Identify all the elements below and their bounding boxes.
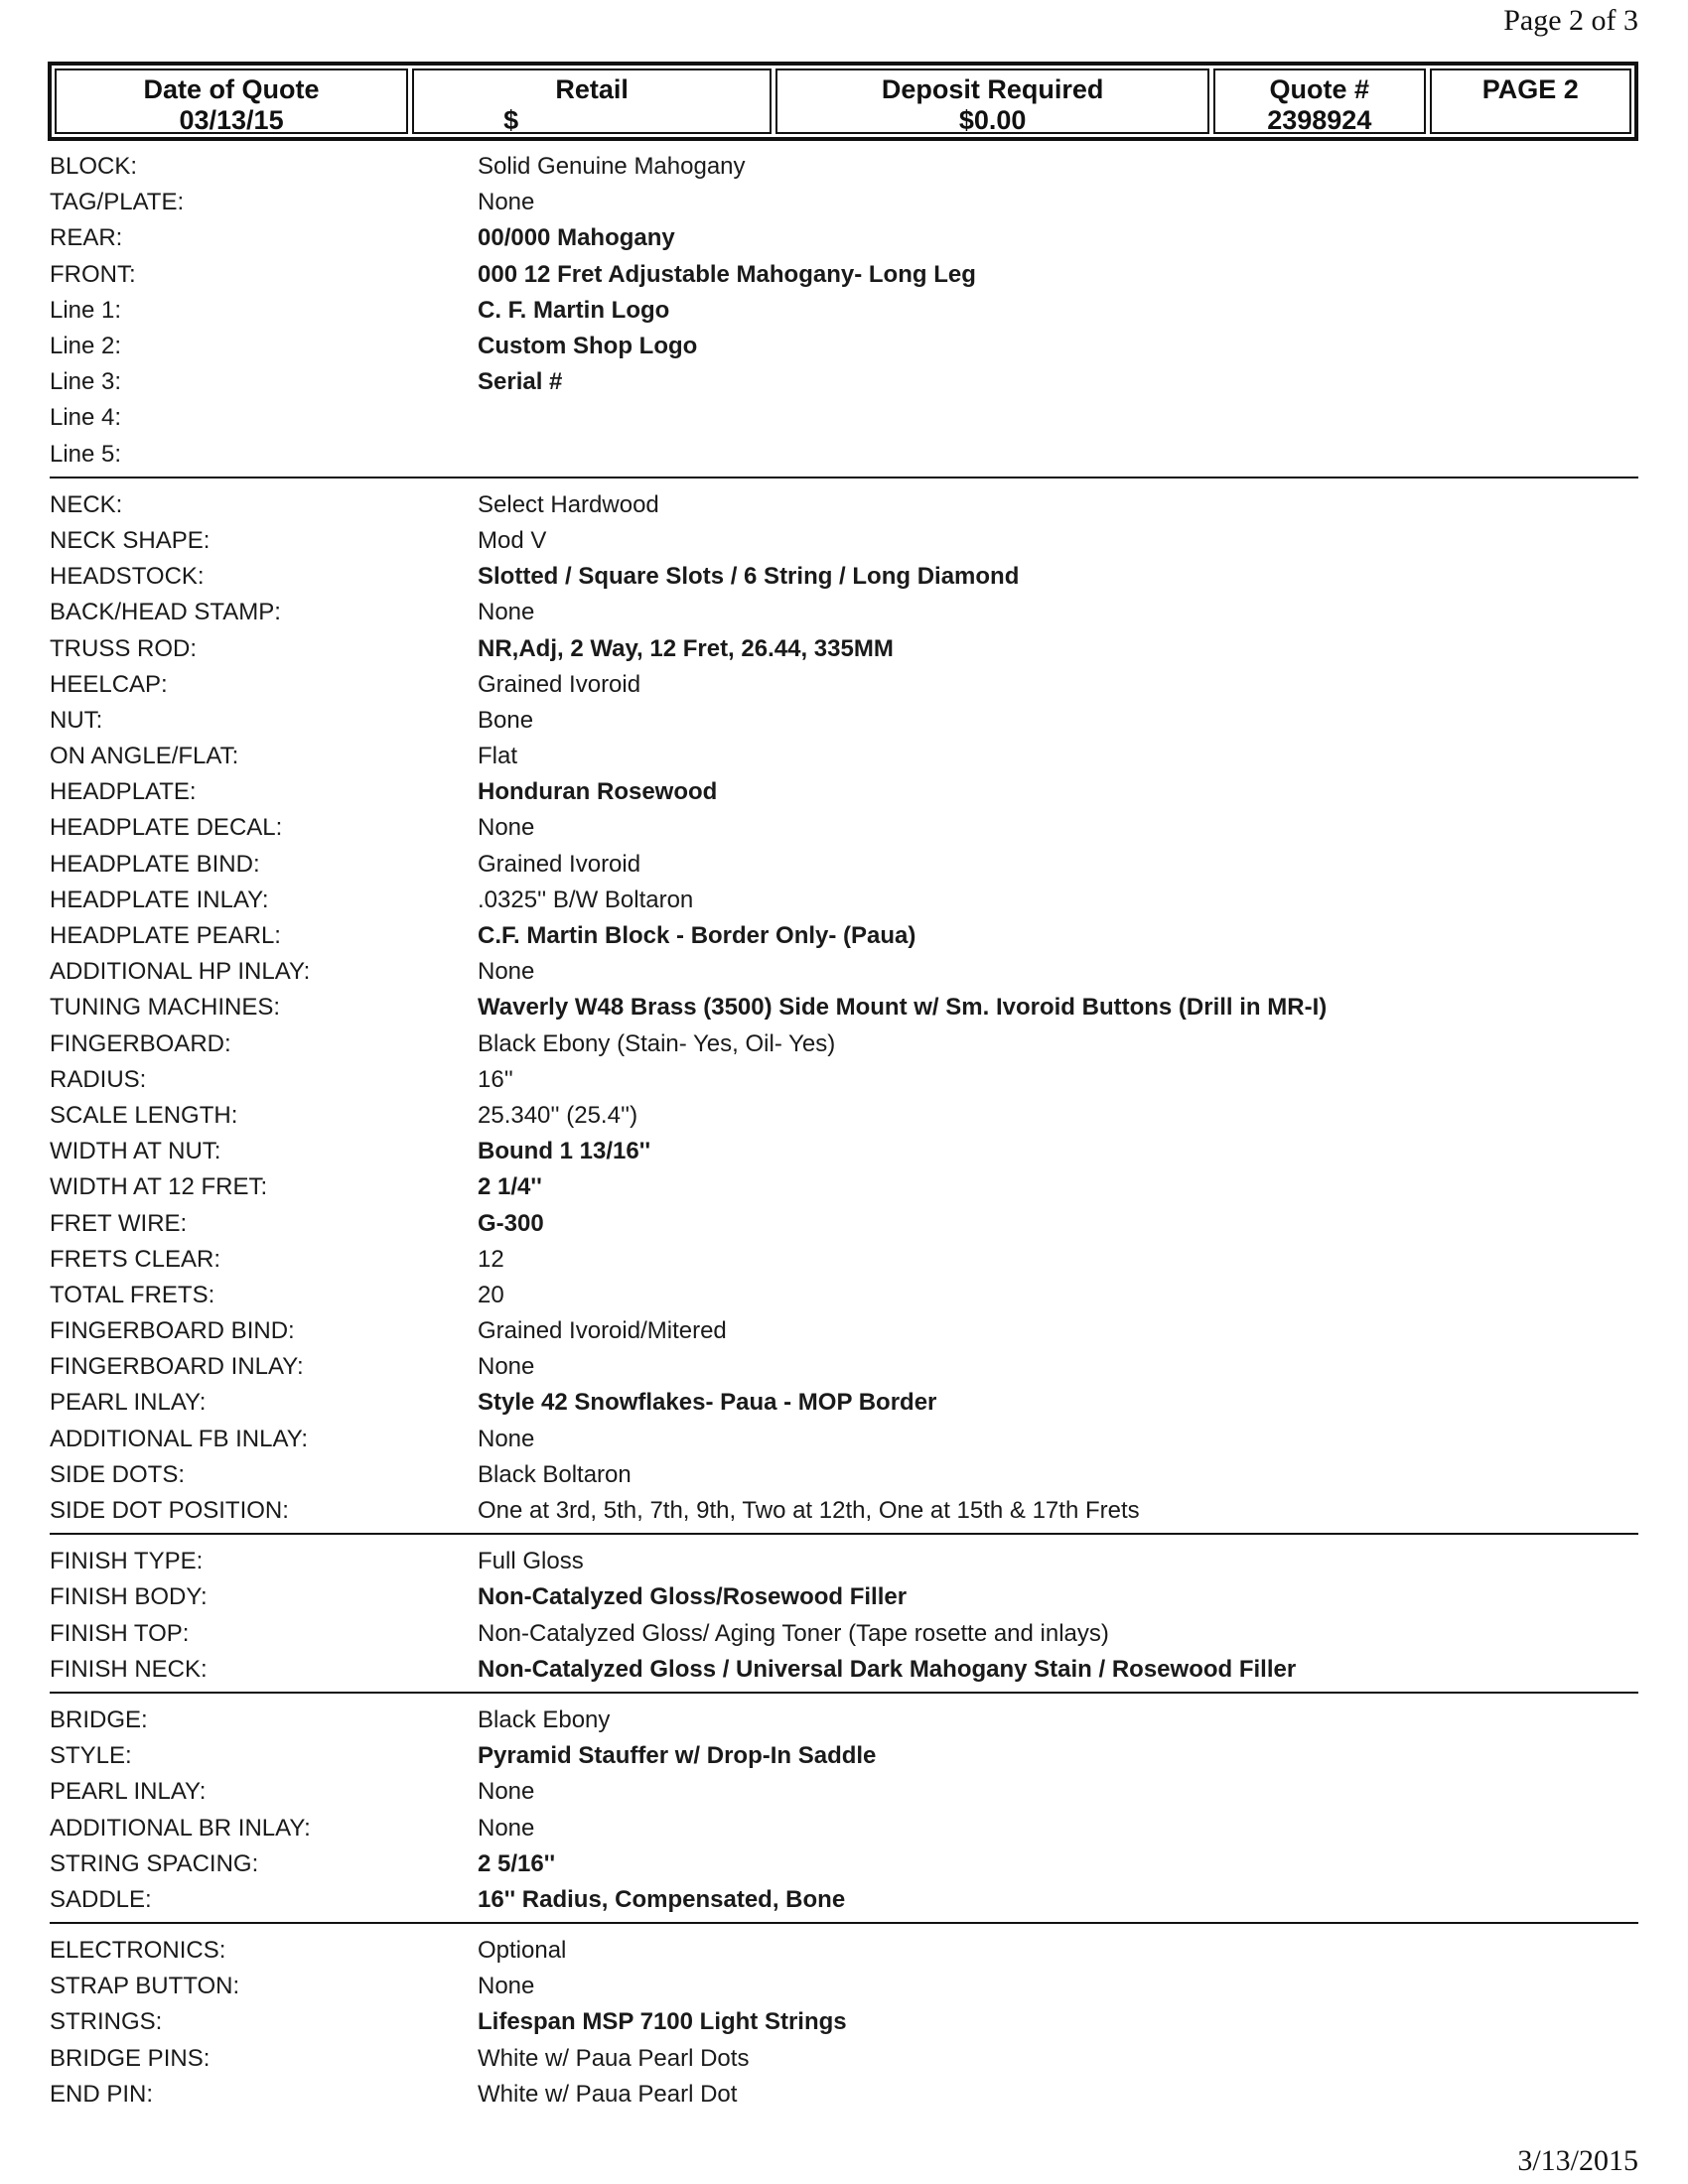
quote-header-table xyxy=(48,62,1638,141)
spec-value: None xyxy=(478,1353,535,1381)
spec-row xyxy=(50,810,1638,846)
quote-number-label: Quote # xyxy=(1269,74,1370,104)
spec-row xyxy=(50,774,1638,810)
spec-row xyxy=(50,1349,1638,1385)
spec-value: C.F. Martin Block - Border Only- (Paua) xyxy=(478,922,916,950)
spec-section xyxy=(50,1544,1638,1694)
spec-label: FINISH BODY: xyxy=(50,1583,208,1611)
spec-label: HEADPLATE INLAY: xyxy=(50,886,269,913)
spec-label: HEELCAP: xyxy=(50,670,168,698)
spec-value: Mod V xyxy=(478,526,547,554)
spec-row xyxy=(50,1062,1638,1098)
header-cell-retail xyxy=(412,68,772,134)
spec-label: NUT: xyxy=(50,706,103,734)
spec-label: HEADSTOCK: xyxy=(50,563,205,591)
deposit-required-value: $0.00 xyxy=(958,105,1027,135)
spec-label: BRIDGE PINS: xyxy=(50,2044,211,2072)
spec-value: 2 5/16'' xyxy=(478,1849,556,1877)
spec-label: SIDE DOTS: xyxy=(50,1460,186,1488)
spec-value: White w/ Paua Pearl Dot xyxy=(478,2080,738,2108)
spec-row xyxy=(50,220,1638,256)
spec-value: 12 xyxy=(478,1245,504,1273)
spec-value: None xyxy=(478,599,535,626)
spec-label: Line 3: xyxy=(50,368,122,396)
spec-row xyxy=(50,2041,1638,2077)
spec-row xyxy=(50,1703,1638,1738)
spec-value: G-300 xyxy=(478,1209,544,1237)
spec-value: 16'' Radius, Compensated, Bone xyxy=(478,1885,846,1913)
spec-value: None xyxy=(478,814,535,842)
spec-row xyxy=(50,185,1638,220)
spec-value: 20 xyxy=(478,1281,504,1308)
spec-value: Non-Catalyzed Gloss/ Aging Toner (Tape rosette and inlays) xyxy=(478,1619,1109,1647)
spec-value: Non-Catalyzed Gloss / Universal Dark Mahogany Stain / Rosewood Filler xyxy=(478,1655,1297,1683)
spec-label: TUNING MACHINES: xyxy=(50,994,281,1022)
spec-row xyxy=(50,2077,1638,2113)
spec-label: SADDLE: xyxy=(50,1885,152,1913)
spec-row xyxy=(50,559,1638,595)
spec-value: None xyxy=(478,1973,535,2000)
spec-label: HEADPLATE PEARL: xyxy=(50,922,281,950)
spec-row xyxy=(50,1169,1638,1205)
spec-row xyxy=(50,1026,1638,1062)
spec-row xyxy=(50,1616,1638,1652)
spec-label: PEARL INLAY: xyxy=(50,1778,207,1806)
spec-label: ADDITIONAL BR INLAY: xyxy=(50,1814,311,1842)
spec-label: STRINGS: xyxy=(50,2008,163,2036)
spec-value: Grained Ivoroid xyxy=(478,850,641,878)
spec-label: TOTAL FRETS: xyxy=(50,1281,215,1308)
spec-value: Slotted / Square Slots / 6 String / Long Diamond xyxy=(478,563,1020,591)
spec-row xyxy=(50,954,1638,990)
spec-row xyxy=(50,1313,1638,1349)
spec-value: 00/000 Mahogany xyxy=(478,224,675,252)
spec-row xyxy=(50,1810,1638,1845)
spec-value: Waverly W48 Brass (3500) Side Mount w/ Sm. Ivoroid Buttons (Drill in MR-I) xyxy=(478,994,1328,1022)
spec-section xyxy=(50,149,1638,478)
spec-value: Solid Genuine Mahogany xyxy=(478,153,746,181)
spec-label: FINGERBOARD INLAY: xyxy=(50,1353,304,1381)
spec-label: TAG/PLATE: xyxy=(50,189,185,216)
spec-row xyxy=(50,595,1638,630)
spec-value: Custom Shop Logo xyxy=(478,333,698,360)
spec-value: Serial # xyxy=(478,368,563,396)
spec-row xyxy=(50,293,1638,329)
spec-row xyxy=(50,667,1638,703)
spec-label: FINGERBOARD BIND: xyxy=(50,1317,295,1345)
spec-label: WIDTH AT 12 FRET: xyxy=(50,1173,268,1201)
spec-value: None xyxy=(478,189,535,216)
spec-row xyxy=(50,1846,1638,1882)
spec-row xyxy=(50,1933,1638,1969)
spec-value: 16'' xyxy=(478,1065,513,1093)
page-indicator: Page 2 of 3 xyxy=(1503,4,1638,37)
deposit-required-label: Deposit Required xyxy=(881,74,1104,104)
spec-label: ADDITIONAL FB INLAY: xyxy=(50,1425,309,1452)
spec-label: SCALE LENGTH: xyxy=(50,1101,238,1129)
page-label: PAGE 2 xyxy=(1481,74,1579,104)
spec-value: None xyxy=(478,1425,535,1452)
spec-value: Lifespan MSP 7100 Light Strings xyxy=(478,2008,847,2036)
spec-label: FRET WIRE: xyxy=(50,1209,188,1237)
spec-label: RADIUS: xyxy=(50,1065,147,1093)
spec-row xyxy=(50,1544,1638,1579)
spec-value: Grained Ivoroid xyxy=(478,670,641,698)
spec-row xyxy=(50,1422,1638,1457)
header-cell-quote-number xyxy=(1213,68,1425,134)
spec-label: HEADPLATE BIND: xyxy=(50,850,260,878)
spec-value: Bone xyxy=(478,706,534,734)
spec-row xyxy=(50,883,1638,918)
footer-date: 3/13/2015 xyxy=(1517,2144,1638,2177)
spec-label: FINISH TYPE: xyxy=(50,1548,204,1575)
spec-label: REAR: xyxy=(50,224,123,252)
spec-value: 2 1/4'' xyxy=(478,1173,542,1201)
header-cell-page xyxy=(1430,68,1631,134)
spec-label: ON ANGLE/FLAT: xyxy=(50,743,239,770)
spec-label: ELECTRONICS: xyxy=(50,1937,226,1965)
spec-row xyxy=(50,1579,1638,1615)
retail-label: Retail xyxy=(555,74,629,104)
quote-number-value: 2398924 xyxy=(1267,105,1372,135)
spec-value: One at 3rd, 5th, 7th, 9th, Two at 12th, One at 15th & 17th Frets xyxy=(478,1497,1140,1525)
spec-value: None xyxy=(478,1778,535,1806)
spec-row xyxy=(50,2004,1638,2040)
spec-label: Line 4: xyxy=(50,404,122,432)
spec-value: Black Ebony (Stain- Yes, Oil- Yes) xyxy=(478,1029,836,1057)
spec-label: FRETS CLEAR: xyxy=(50,1245,221,1273)
spec-value: Pyramid Stauffer w/ Drop-In Saddle xyxy=(478,1742,877,1770)
spec-row xyxy=(50,487,1638,523)
spec-row xyxy=(50,1457,1638,1493)
spec-row xyxy=(50,1969,1638,2004)
spec-label: BLOCK: xyxy=(50,153,138,181)
spec-label: Line 1: xyxy=(50,296,122,324)
spec-label: STYLE: xyxy=(50,1742,132,1770)
spec-label: BACK/HEAD STAMP: xyxy=(50,599,281,626)
spec-value: Optional xyxy=(478,1937,567,1965)
date-of-quote-label: Date of Quote xyxy=(143,74,320,104)
spec-row xyxy=(50,1652,1638,1688)
spec-value: .0325'' B/W Boltaron xyxy=(478,886,694,913)
spec-label: FRONT: xyxy=(50,260,136,288)
header-cell-date xyxy=(55,68,408,134)
spec-value: None xyxy=(478,1814,535,1842)
spec-value: Black Ebony xyxy=(478,1706,611,1733)
spec-row xyxy=(50,1774,1638,1810)
spec-value: Flat xyxy=(478,743,518,770)
spec-value: Bound 1 13/16'' xyxy=(478,1138,651,1165)
spec-row xyxy=(50,400,1638,436)
spec-row xyxy=(50,437,1638,473)
spec-label: FINISH TOP: xyxy=(50,1619,190,1647)
spec-row xyxy=(50,990,1638,1025)
spec-row xyxy=(50,847,1638,883)
spec-label: FINGERBOARD: xyxy=(50,1029,231,1057)
spec-row xyxy=(50,739,1638,774)
spec-value: 000 12 Fret Adjustable Mahogany- Long Leg xyxy=(478,260,976,288)
spec-label: TRUSS ROD: xyxy=(50,634,198,662)
header-cell-deposit xyxy=(775,68,1209,134)
spec-row xyxy=(50,703,1638,739)
spec-value: 25.340'' (25.4'') xyxy=(478,1101,638,1129)
spec-value: White w/ Paua Pearl Dots xyxy=(478,2044,750,2072)
spec-value: Grained Ivoroid/Mitered xyxy=(478,1317,727,1345)
spec-row xyxy=(50,1385,1638,1421)
spec-label: ADDITIONAL HP INLAY: xyxy=(50,958,311,986)
spec-section xyxy=(50,487,1638,1535)
spec-label: HEADPLATE DECAL: xyxy=(50,814,283,842)
spec-row xyxy=(50,1205,1638,1241)
spec-row xyxy=(50,1882,1638,1918)
spec-value: Full Gloss xyxy=(478,1548,584,1575)
spec-row xyxy=(50,918,1638,954)
spec-value: Non-Catalyzed Gloss/Rosewood Filler xyxy=(478,1583,908,1611)
spec-row xyxy=(50,630,1638,666)
spec-value: Select Hardwood xyxy=(478,490,659,518)
spec-value: None xyxy=(478,958,535,986)
spec-label: BRIDGE: xyxy=(50,1706,148,1733)
retail-value: $ xyxy=(503,105,519,135)
spec-row xyxy=(50,523,1638,559)
spec-row xyxy=(50,149,1638,185)
spec-label: Line 5: xyxy=(50,440,122,468)
spec-sections xyxy=(50,149,1638,2125)
spec-row xyxy=(50,1242,1638,1278)
date-of-quote-value: 03/13/15 xyxy=(179,105,284,135)
spec-value: Style 42 Snowflakes- Paua - MOP Border xyxy=(478,1389,937,1417)
spec-label: NECK SHAPE: xyxy=(50,526,211,554)
spec-row xyxy=(50,1738,1638,1774)
spec-label: STRING SPACING: xyxy=(50,1849,259,1877)
spec-row xyxy=(50,257,1638,293)
spec-label: Line 2: xyxy=(50,333,122,360)
spec-row xyxy=(50,1493,1638,1529)
spec-section xyxy=(50,1933,1638,2116)
spec-label: END PIN: xyxy=(50,2080,154,2108)
spec-label: HEADPLATE: xyxy=(50,778,197,806)
spec-row xyxy=(50,1278,1638,1313)
spec-value: NR,Adj, 2 Way, 12 Fret, 26.44, 335MM xyxy=(478,634,894,662)
spec-value: C. F. Martin Logo xyxy=(478,296,670,324)
spec-section xyxy=(50,1703,1638,1924)
spec-label: PEARL INLAY: xyxy=(50,1389,207,1417)
spec-label: WIDTH AT NUT: xyxy=(50,1138,221,1165)
spec-label: NECK: xyxy=(50,490,123,518)
spec-label: FINISH NECK: xyxy=(50,1655,208,1683)
spec-value: Black Boltaron xyxy=(478,1460,632,1488)
spec-label: STRAP BUTTON: xyxy=(50,1973,240,2000)
spec-row xyxy=(50,329,1638,364)
spec-row xyxy=(50,1134,1638,1169)
spec-value: Honduran Rosewood xyxy=(478,778,718,806)
spec-row xyxy=(50,1098,1638,1134)
spec-label: SIDE DOT POSITION: xyxy=(50,1497,289,1525)
spec-row xyxy=(50,364,1638,400)
